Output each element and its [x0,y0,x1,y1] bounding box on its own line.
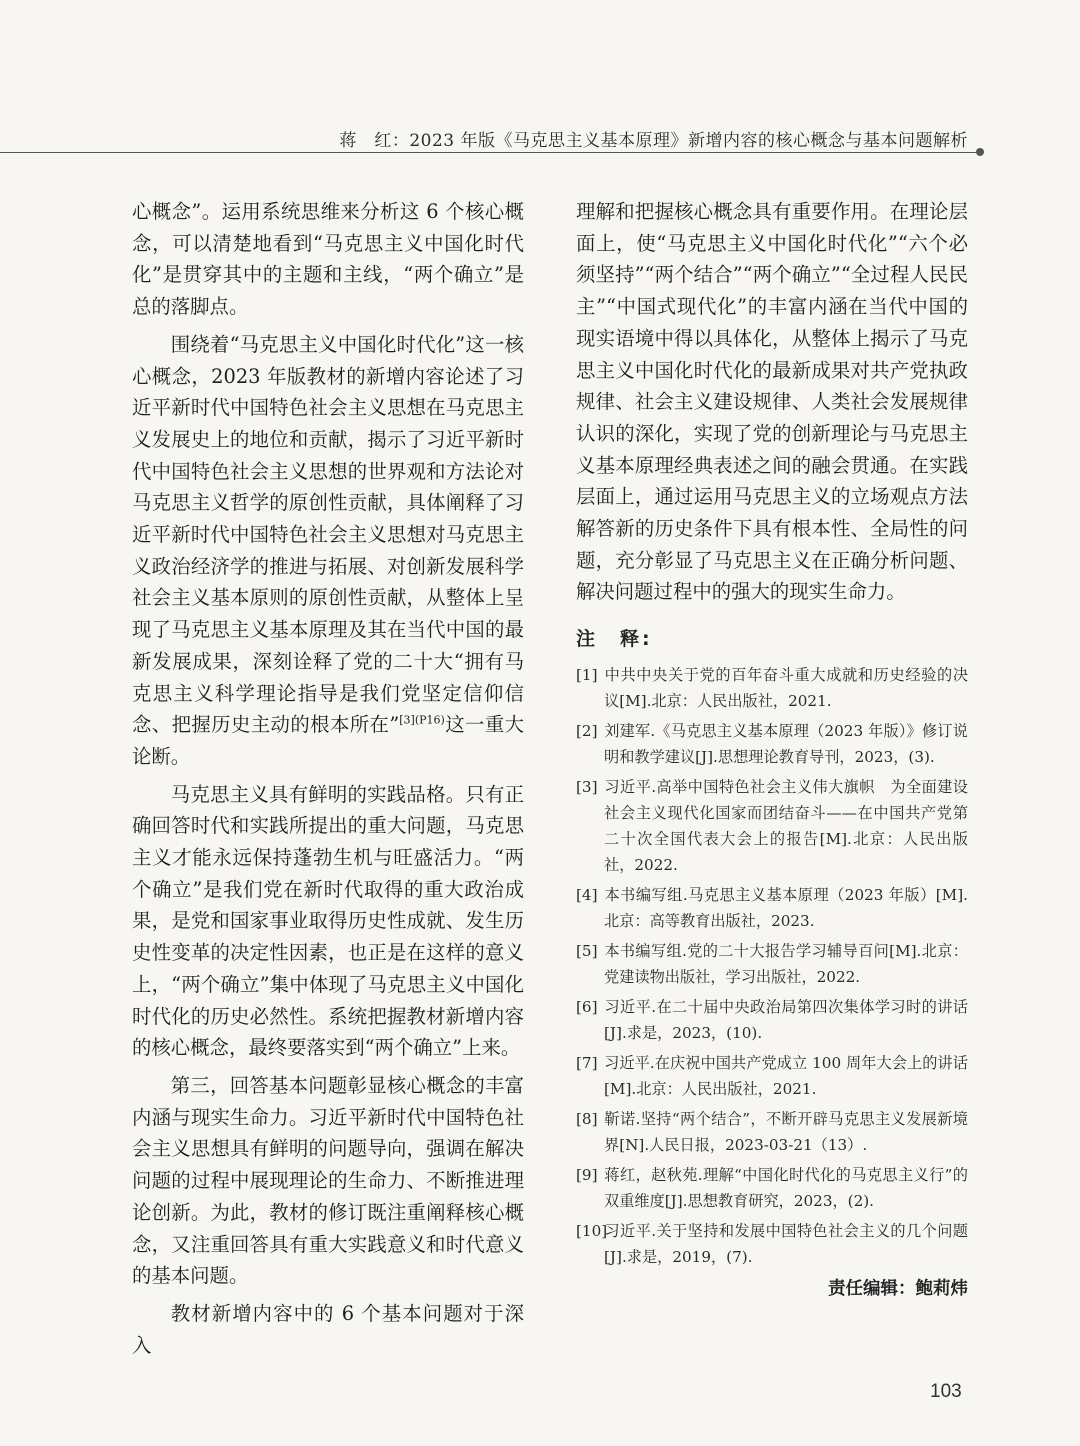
note-text: 习近平.在庆祝中国共产党成立 100 周年大会上的讲话[M].北京：人民出版社，2021. [604,1053,968,1098]
running-title: 蒋 红：2023 年版《马克思主义基本原理》新增内容的核心概念与基本问题解析 [339,131,968,151]
note-text: 中共中央关于党的百年奋斗重大成就和历史经验的决议[M].北京：人民出版社，2021. [604,665,968,710]
left-column [132,196,524,1367]
note-number: [3] [576,777,598,796]
note-number: [7] [576,1053,598,1072]
note-item [576,1050,968,1102]
note-text: 习近平.高举中国特色社会主义伟大旗帜 为全面建设社会主义现代化国家而团结奋斗——在中国共产党第二十次全国代表大会上的报告[M].北京：人民出版社，2022. [604,777,968,874]
note-item [576,882,968,934]
paragraph-text: 围绕着“马克思主义中国化时代化”这一核心概念，2023 年版教材的新增内容论述了习近平新时代中国特色社会主义思想在马克思主义发展史上的地位和贡献，揭示了习近平新时代中国特色社会主义思想的世界观和方法论对马克思主义哲学的原创性贡献，具体阐释了习近平新时代中国特色社会主义思想对马克思主义政治经济学的推进与拓展、对创新发展科学社会主义基本原则的原创性贡献，从整体上呈现了马克思主义基本原理及其在当代中国的最新发展成果，深刻诠释了党的二十大“拥有马克思主义科学理论指导是我们党坚定信仰信念、把握历史主动的根本所在” [132,332,524,737]
paragraph [132,329,524,773]
running-header [0,118,1080,158]
paragraph: 心概念”。运用系统思维来分析这 6 个核心概念，可以清楚地看到“马克思主义中国化时代化”是贯穿其中的主题和主线，“两个确立”是总的落脚点。 [132,200,524,319]
note-text: 本书编写组.马克思主义基本原理（2023 年版）[M].北京：高等教育出版社，2023. [604,885,968,930]
note-item [576,994,968,1046]
note-text: 习近平.关于坚持和发展中国特色社会主义的几个问题[J].求是，2019，(7). [604,1221,968,1266]
note-item [576,774,968,878]
note-number: [10] [576,1221,608,1240]
notes-list [576,662,968,1270]
note-item [576,662,968,714]
note-item [576,718,968,770]
note-text: 本书编写组.党的二十大报告学习辅导百问[M].北京：党建读物出版社，学习出版社，2022. [604,941,968,986]
paragraph-text: 这一重大论断。 [132,713,525,768]
note-number: [9] [576,1165,598,1184]
notes-heading: 注 释: [576,628,653,651]
paragraph: 理解和把握核心概念具有重要作用。在理论层面上，使“马克思主义中国化时代化”“六个必须坚持”“两个结合”“两个确立”“全过程人民民主”“中国式现代化”的丰富内涵在当代中国的现实语境中得以具体化，从整体上揭示了马克思主义中国化时代化的最新成果对共产党执政规律、社会主义建设规律、人类社会发展规律认识的深化，实现了党的创新理论与马克思主义基本原理经典表述之间的融会贯通。在实践层面上，通过运用马克思主义的立场观点方法解答新的历史条件下具有根本性、全局性的问题，充分彰显了马克思主义在正确分析问题、解决问题过程中的强大的现实生命力。 [576,200,968,604]
note-item [576,1162,968,1214]
header-rule [0,152,980,153]
paragraph: 马克思主义具有鲜明的实践品格。只有正确回答时代和实践所提出的重大问题，马克思主义才能永远保持蓬勃生机与旺盛活力。“两个确立”是我们党在新时代取得的重大政治成果，是党和国家事业取得历史性成就、发生历史性变革的决定性因素，也正是在这样的意义上，“两个确立”集中体现了马克思主义中国化时代化的历史必然性。系统把握教材新增内容的核心概念，最终要落实到“两个确立”上来。 [132,782,524,1060]
note-item [576,938,968,990]
paragraph: 第三，回答基本问题彰显核心概念的丰富内涵与现实生命力。习近平新时代中国特色社会主义思想具有鲜明的问题导向，强调在解决问题的过程中展现理论的生命力、不断推进理论创新。为此，教材的修订既注重阐释核心概念，又注重回答具有重大实践意义和时代意义的基本问题。 [132,1073,524,1288]
responsible-editor: 责任编辑：鲍莉炜 [828,1278,968,1299]
note-number: [6] [576,997,598,1016]
right-column [576,196,968,1306]
citation-superscript: [3](P16) [399,713,445,727]
note-number: [1] [576,665,598,684]
note-item [576,1106,968,1158]
note-text: 蒋红，赵秋苑.理解“中国化时代化的马克思主义行”的双重维度[J].思想教育研究，2023，(2). [604,1165,968,1210]
note-number: [5] [576,941,598,960]
page-number: 103 [930,1381,962,1402]
header-rule-dot [976,148,984,156]
note-text: 靳诺.坚持“两个结合”，不断开辟马克思主义发展新境界[N].人民日报，2023-03-21（13）. [604,1109,968,1154]
note-number: [4] [576,885,598,904]
note-number: [2] [576,721,598,740]
note-number: [8] [576,1109,598,1128]
note-item [576,1218,968,1270]
paragraph: 教材新增内容中的 6 个基本问题对于深入 [132,1301,524,1357]
note-text: 习近平.在二十届中央政治局第四次集体学习时的讲话[J].求是，2023，(10). [604,997,968,1042]
note-text: 刘建军.《马克思主义基本原理（2023 年版）》修订说明和教学建议[J].思想理论教育导刊，2023，(3). [604,721,968,766]
